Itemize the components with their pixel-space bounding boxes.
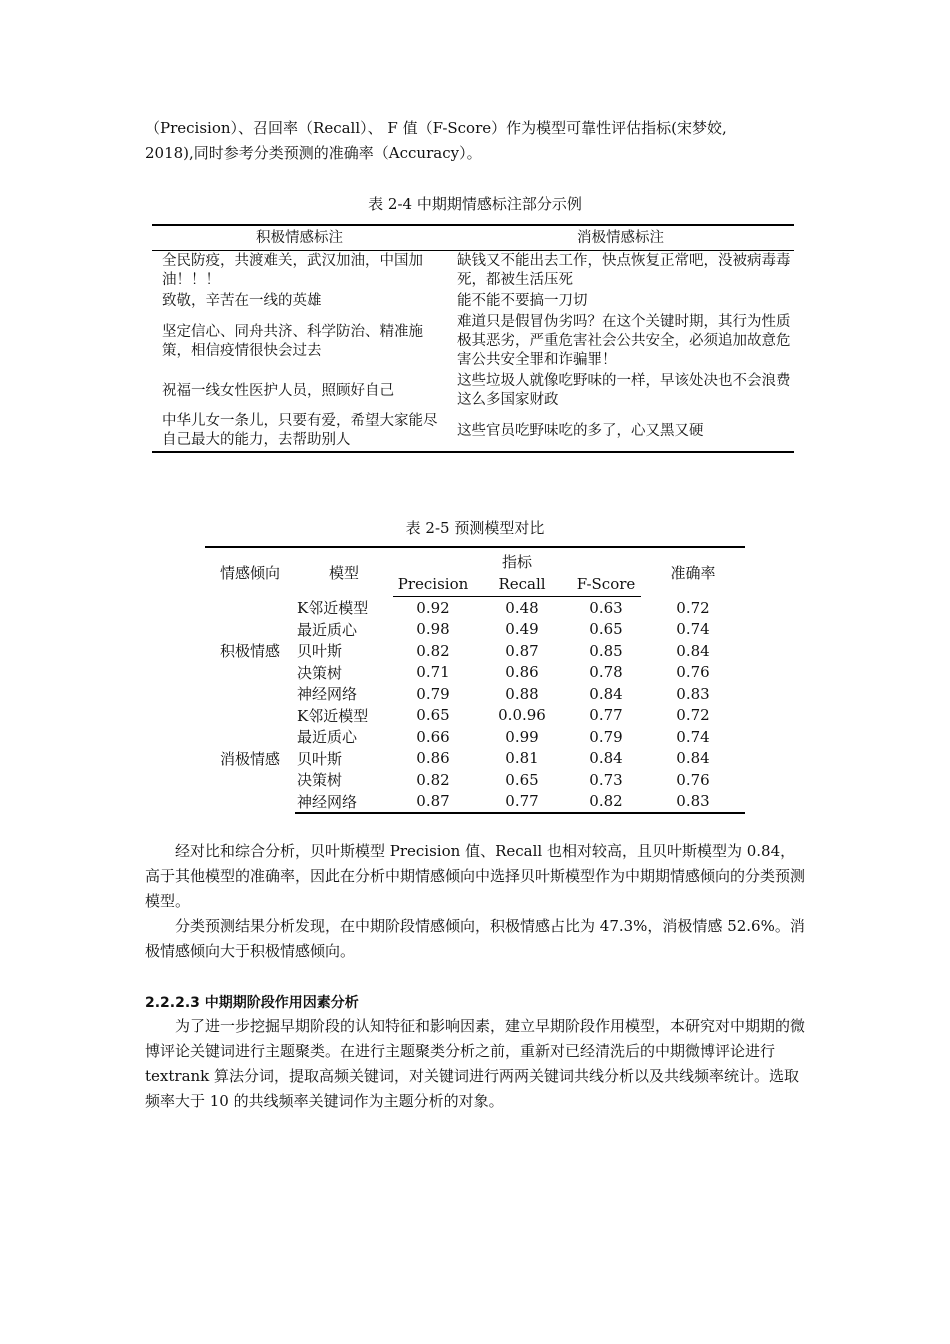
- section-body: [145, 1014, 807, 1114]
- table-row: [152, 312, 794, 371]
- negative-example: 缺钱又不能出去工作，快点恢复正常吧，没被病毒毒死，都被生活压死: [457, 253, 791, 288]
- accuracy-value: 0.76: [676, 770, 710, 789]
- recall-value: 0.77: [473, 791, 571, 814]
- accuracy-value: 0.76: [676, 663, 710, 682]
- fscore-value: 0.63: [589, 598, 623, 617]
- intro-line-2: 2018),同时参考分类预测的准确率（Accuracy）。: [145, 144, 482, 162]
- model-name: 最近质心: [297, 728, 358, 747]
- precision-value: 0.79: [416, 684, 450, 703]
- precision-value: 0.82: [416, 641, 450, 660]
- negative-example: 能不能不要搞一刀切: [457, 293, 588, 309]
- negative-example: 这些垃圾人就像吃野味的一样，早该处决也不会浪费这么多国家财政: [457, 373, 791, 408]
- model-name: 神经网络: [297, 685, 358, 704]
- model-name: 最近质心: [297, 620, 358, 639]
- table-row: [205, 705, 745, 727]
- fscore-value: 0.79: [589, 727, 623, 746]
- recall-value: 0.0.96: [498, 706, 546, 725]
- table-2-5-caption: 表 2-5 预测模型对比: [405, 519, 545, 537]
- precision-value: 0.87: [393, 791, 473, 814]
- positive-header: 积极情感标注: [152, 225, 447, 251]
- model-name: 决策树: [297, 771, 343, 790]
- accuracy-value: 0.74: [676, 620, 710, 639]
- precision-value: 0.86: [416, 749, 450, 768]
- table-2-4: [152, 224, 794, 453]
- positive-example: 致敬，辛苦在一线的英雄: [162, 293, 322, 309]
- model-name: K邻近模型: [297, 706, 369, 725]
- analysis-text-1: 经对比和综合分析，贝叶斯模型 Precision 值、Recall 也相对较高，且贝叶斯模型为 0.84，高于其他模型的准确率，因此在分析中期情感倾向中选择贝叶斯模型作为中期期情感倾向的分类预测模型。: [145, 842, 806, 910]
- fscore-value: 0.73: [589, 770, 623, 789]
- sentiment-header: 情感倾向: [205, 547, 295, 597]
- positive-example: 祝福一线女性医护人员，照顾好自己: [162, 382, 394, 399]
- model-name: 神经网络: [295, 791, 393, 814]
- analysis-text-2: 分类预测结果分析发现，在中期阶段情感倾向，积极情感占比为 47.3%，消极情感 52.6%。消极情感倾向大于积极情感倾向。: [145, 917, 805, 960]
- fscore-value: 0.65: [589, 620, 623, 639]
- accuracy-value: 0.74: [676, 727, 710, 746]
- analysis-paragraph: [145, 839, 807, 964]
- fscore-value: 0.84: [589, 684, 623, 703]
- model-header: 模型: [295, 547, 393, 597]
- model-name: K邻近模型: [297, 599, 369, 617]
- precision-value: 0.92: [416, 598, 450, 617]
- recall-value: 0.65: [505, 770, 539, 789]
- accuracy-value: 0.72: [676, 706, 710, 725]
- positive-example: 中华儿女一条儿，只要有爱，希望大家能尽自己最大的能力，去帮助别人: [152, 411, 447, 452]
- recall-header: Recall: [473, 572, 571, 597]
- recall-value: 0.49: [505, 620, 539, 639]
- precision-value: 0.65: [416, 706, 450, 725]
- negative-header: 消极情感标注: [447, 225, 794, 251]
- fscore-value: 0.78: [589, 663, 623, 682]
- accuracy-header: 准确率: [641, 547, 745, 597]
- fscore-header: F-Score: [571, 572, 641, 597]
- accuracy-value: 0.83: [641, 791, 745, 814]
- sentiment-group-label: 积极情感: [219, 642, 280, 660]
- table-2-5: [205, 546, 745, 814]
- positive-example: 坚定信心、同舟共济、科学防治、精准施策，相信疫情很快会过去: [162, 323, 423, 359]
- model-name: 决策树: [297, 663, 343, 682]
- precision-value: 0.82: [416, 770, 450, 789]
- precision-value: 0.98: [416, 620, 450, 639]
- precision-value: 0.71: [416, 663, 450, 682]
- table-row: [152, 371, 794, 411]
- precision-value: 0.66: [416, 727, 450, 746]
- recall-value: 0.86: [505, 663, 539, 682]
- metrics-header: 指标: [393, 547, 641, 572]
- table-row: [152, 291, 794, 312]
- intro-paragraph: [145, 116, 807, 166]
- fscore-value: 0.77: [589, 706, 623, 725]
- recall-value: 0.99: [505, 727, 539, 746]
- fscore-value: 0.85: [589, 641, 623, 660]
- recall-value: 0.88: [505, 684, 539, 703]
- table-row: [152, 411, 794, 452]
- recall-value: 0.81: [505, 749, 539, 768]
- table-row: [152, 251, 794, 292]
- negative-example: 难道只是假冒伪劣吗？在这个关键时期，其行为性质极其恶劣，严重危害社会公共安全，必须追加故意危害公共安全罪和诈骗罪！: [457, 314, 791, 368]
- accuracy-value: 0.84: [676, 641, 710, 660]
- accuracy-value: 0.84: [676, 749, 710, 768]
- negative-example: 这些官员吃野味吃的多了，心又黑又硬: [447, 411, 794, 452]
- intro-line-1: （Precision）、召回率（Recall）、 F 值（F-Score）作为模型可靠性评估指标(宋梦姣,: [145, 119, 727, 137]
- fscore-value: 0.82: [571, 791, 641, 814]
- fscore-value: 0.84: [589, 749, 623, 768]
- table-2-4-caption: 表 2-4 中期期情感标注部分示例: [368, 195, 582, 213]
- accuracy-value: 0.83: [676, 684, 710, 703]
- section-body-text: 为了进一步挖掘早期阶段的认知特征和影响因素，建立早期阶段作用模型，本研究对中期期的微博评论关键词进行主题聚类。在进行主题聚类分析之前，重新对已经清洗后的中期微博评论进行 textrank 算法分词，提取高频关键词，对关键词进行两两关键词共线分析以及共线频率统计。选取频率大于 10 的共线频率关键词作为主题分析的对象。: [145, 1017, 806, 1110]
- positive-example: 全民防疫，共渡难关，武汉加油，中国加油！！！: [162, 253, 423, 288]
- precision-header: Precision: [393, 572, 473, 597]
- section-heading: 2.2.2.3 中期期阶段作用因素分析: [145, 995, 359, 1011]
- table-row: [205, 597, 745, 619]
- accuracy-value: 0.72: [676, 598, 710, 617]
- recall-value: 0.48: [505, 598, 539, 617]
- model-name: 贝叶斯: [297, 749, 343, 768]
- recall-value: 0.87: [505, 641, 539, 660]
- model-name: 贝叶斯: [297, 642, 343, 661]
- sentiment-group-label: 消极情感: [219, 750, 280, 769]
